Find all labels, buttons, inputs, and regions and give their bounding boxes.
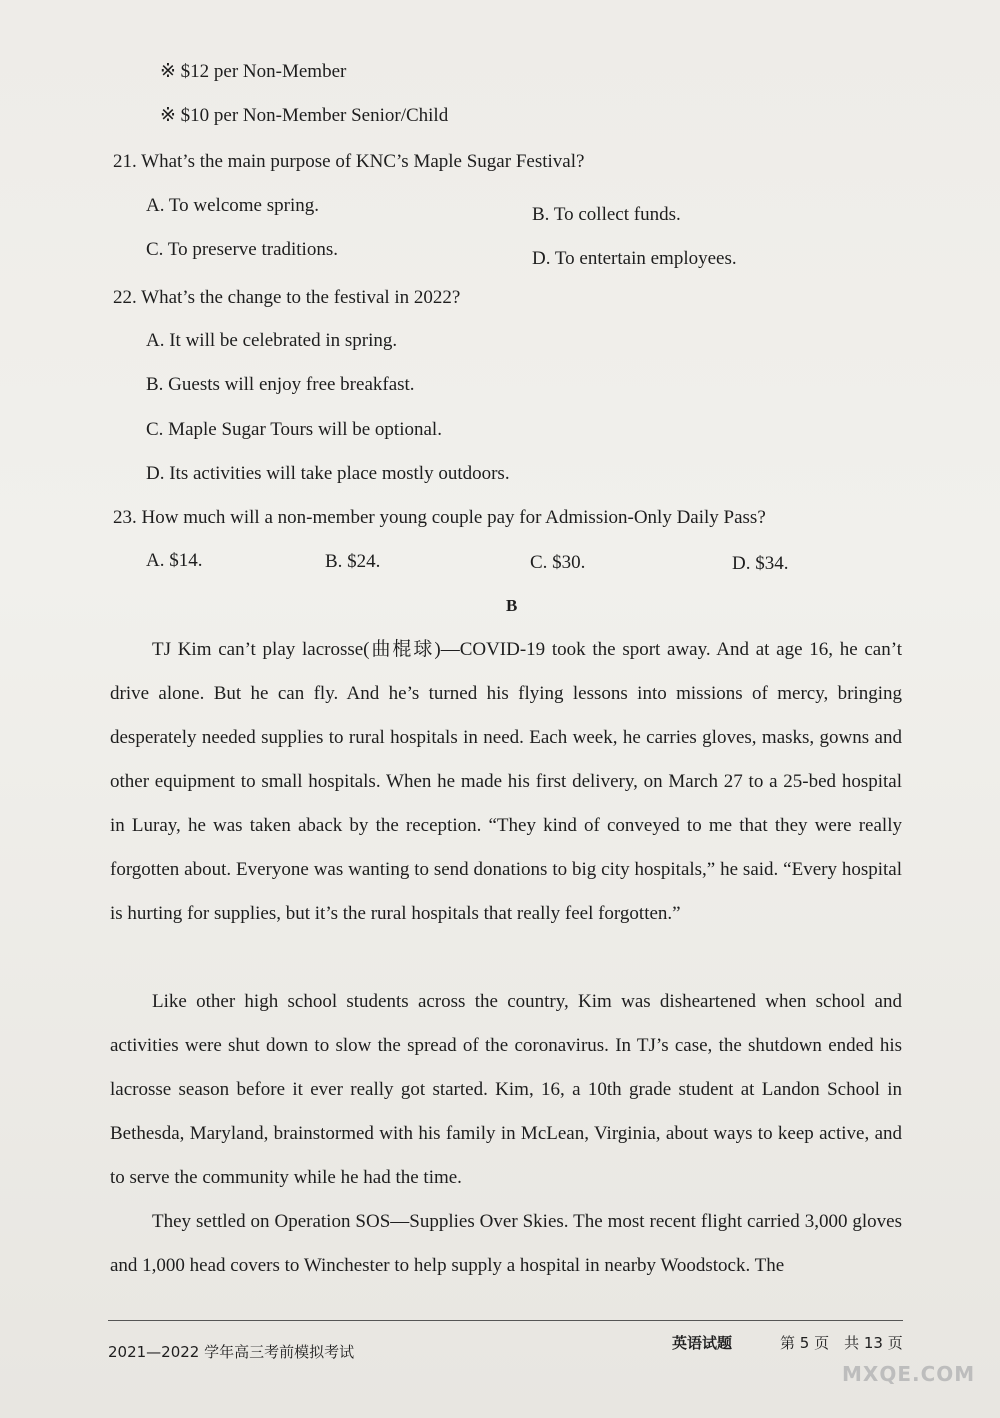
q21-option-c: C. To preserve traditions. — [146, 239, 338, 260]
paragraph-2-text: Like other high school students across the country, Kim was disheartened when school and activities were shut down to slow the spread of the coronavirus. In TJ’s case, the shutdown ended his lacrosse season before it ever really got started. Kim, 16, a 10th grade student at Landon School in Bethesda, Maryland, brainstormed with his family in McLean, Virginia, about ways to keep active, and to serve the community while he had the time. — [110, 991, 902, 1188]
q23-option-d: D. $34. — [732, 553, 789, 574]
passage-paragraph-1 — [110, 628, 902, 936]
q23-option-b: B. $24. — [325, 551, 381, 572]
question-21: 21. What’s the main purpose of KNC’s Maple Sugar Festival? — [113, 151, 585, 172]
passage-paragraph-3 — [110, 1200, 902, 1288]
footer-divider — [108, 1320, 903, 1321]
question-23: 23. How much will a non-member young couple pay for Admission-Only Daily Pass? — [113, 507, 766, 528]
footer-subject: 英语试题 — [672, 1334, 733, 1352]
q22-option-d: D. Its activities will take place mostly outdoors. — [146, 463, 510, 484]
passage-paragraph-2 — [110, 980, 902, 1200]
q22-option-c: C. Maple Sugar Tours will be optional. — [146, 419, 442, 440]
price-non-member-senior-child: ※ $10 per Non-Member Senior/Child — [160, 105, 449, 126]
paragraph-1-text: TJ Kim can’t play lacrosse(曲棍球)—COVID-19 took the sport away. And at age 16, he can’t drive alone. But he can fly. And he’s turned his flying lessons into missions of mercy, bringing desperately needed supplies to rural hospitals in need. Each week, he carries gloves, masks, gowns and other equipment to small hospitals. When he made his first delivery, on March 27 to a 25-bed hospital in Luray, he was taken aback by the reception. “They kind of conveyed to me that they were really forgotten about. Everyone was wanting to send donations to big city hospitals,” he said. “Every hospital is hurting for supplies, but it’s the rural hospitals that really feel forgotten.” — [110, 639, 902, 924]
footer-page-number: 第 5 页 共 13 页 — [780, 1334, 903, 1352]
q22-option-a: A. It will be celebrated in spring. — [146, 330, 398, 351]
section-label: B — [506, 596, 518, 615]
question-22: 22. What’s the change to the festival in 2022? — [113, 287, 461, 308]
paragraph-3-text: They settled on Operation SOS—Supplies Over Skies. The most recent flight carried 3,000 gloves and 1,000 head covers to Winchester to help supply a hospital in nearby Woodstock. The — [110, 1211, 902, 1276]
q23-option-a: A. $14. — [146, 550, 203, 571]
q21-option-d: D. To entertain employees. — [532, 248, 737, 269]
watermark-logo: MXQE.COM — [842, 1362, 976, 1386]
footer-exam-name: 2021—2022 学年高三考前模拟考试 — [108, 1343, 355, 1361]
q23-option-c: C. $30. — [530, 552, 586, 573]
q21-option-b: B. To collect funds. — [532, 204, 681, 225]
q21-option-a: A. To welcome spring. — [146, 195, 319, 216]
price-non-member: ※ $12 per Non-Member — [160, 61, 347, 82]
q22-option-b: B. Guests will enjoy free breakfast. — [146, 374, 415, 395]
